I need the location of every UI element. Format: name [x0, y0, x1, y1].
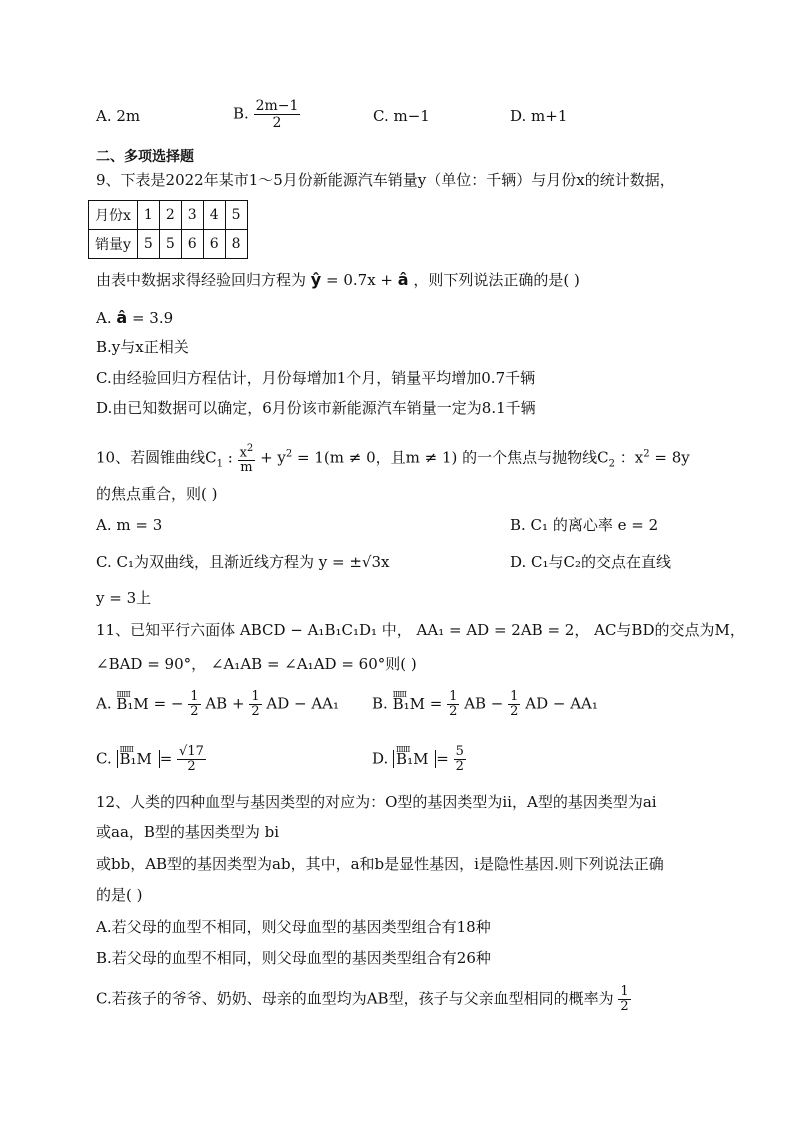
y-hat-glyph-icon: ŷ: [310, 270, 322, 289]
q12-option-c: C.若孩子的爷爷、奶奶、母亲的血型均为AB型，孩子与父亲血型相同的概率为 $\frac{1}{2}$: [96, 984, 629, 1014]
q10-option-d-cont: y = 3上: [96, 589, 152, 607]
q10-option-c: C. C₁为双曲线，且渐近线方程为 y = ±√3x: [96, 553, 390, 571]
q12-option-c-fraction: $\frac{1}{2}$: [620, 984, 629, 1014]
q12-stem-line4: 的是( ): [96, 886, 143, 904]
q10-stem: 10、若圆锥曲线$C_1$ : $\frac{x^2}{m}$ + $y^2 = 1(m \ne 0$，且m ≠ 1) 的一个焦点与抛物线$C_2$ ：$x^2 = 8y$: [96, 443, 690, 476]
vector-b1m: ⅢⅢ B₁M: [120, 749, 152, 769]
vector-b1m: ⅢⅢ B₁M: [116, 694, 148, 714]
a-hat-glyph-icon: â: [116, 308, 128, 327]
q8-option-a: A. 2m: [96, 107, 141, 125]
table-row-label: 销量y: [89, 230, 138, 259]
q8-option-b: B. $\frac{2m-1}{2}$: [233, 98, 299, 131]
q11-option-b: B. ⅢⅢ B₁M = $\frac{1}{2}$ AB − $\frac{1}{2}$ AD − AA₁: [372, 690, 598, 719]
q9-stat-table: [88, 200, 248, 259]
q10-option-d: D. C₁与C₂的交点在直线: [510, 553, 672, 571]
q9-option-b: B.y与x正相关: [96, 338, 189, 356]
q11-option-c-fraction: $\frac{√17}{2}$: [179, 744, 204, 774]
half-fraction: $\frac{1}{2}$: [510, 689, 519, 719]
half-fraction: $\frac{1}{2}$: [251, 689, 260, 719]
q10-option-a: A. m = 3: [96, 516, 163, 534]
table-cell: 5: [137, 230, 159, 259]
table-row: [89, 230, 248, 259]
section-title: 二、多项选择题: [96, 149, 194, 165]
q11-stem: 11、已知平行六面体 ABCD − A₁B₁C₁D₁ 中， AA₁ = AD = 2AB = 2， AC与BD的交点为M，: [96, 621, 745, 639]
q11-stem-cont: ∠BAD = 90°， ∠A₁AB = ∠A₁AD = 60°则( ): [96, 655, 417, 673]
q11-option-a: A. ⅢⅢ B₁M = − $\frac{1}{2}$ AB + $\frac{1}{2}$ AD − AA₁: [96, 690, 339, 719]
table-cell: 6: [181, 230, 203, 259]
table-cell: 1: [137, 201, 159, 230]
half-fraction: $\frac{1}{2}$: [190, 689, 199, 719]
table-cell: 5: [225, 201, 247, 230]
q9-option-a: A. â = 3.9: [96, 308, 174, 327]
q10-stem-cont: 的焦点重合，则( ): [96, 485, 218, 503]
q9-option-c: C.由经验回归方程估计，月份每增加1个月，销量平均增加0.7千辆: [96, 369, 536, 387]
a-hat-glyph-icon: â: [397, 270, 409, 289]
table-cell: 3: [181, 201, 203, 230]
q11-option-d: D. ⅢⅢ B₁M = $\frac{5}{2}$: [372, 745, 466, 774]
q12-stem-line1: 12、人类的四种血型与基因类型的对应为：O型的基因类型为ii，A型的基因类型为ai: [96, 793, 657, 811]
q12-stem-line2: 或aa，B型的基因类型为 bi: [96, 823, 280, 841]
q12-option-a: A.若父母的血型不相同，则父母血型的基因类型组合有18种: [96, 918, 491, 936]
q10-option-b: B. C₁ 的离心率 e = 2: [510, 516, 659, 534]
q9-stem: 9、下表是2022年某市1～5月份新能源汽车销量y（单位：千辆）与月份x的统计数据，: [96, 171, 675, 189]
q9-option-d: D.由已知数据可以确定，6月份该市新能源汽车销量一定为8.1千辆: [96, 399, 536, 417]
vector-b1m: ⅢⅢ B₁M: [396, 749, 428, 769]
q11-option-d-fraction: $\frac{5}{2}$: [455, 744, 464, 774]
table-row: [89, 201, 248, 230]
q8-option-c: C. m−1: [373, 107, 430, 125]
q12-stem-line3: 或bb，AB型的基因类型为ab，其中，a和b是显性基因，i是隐性基因.则下列说法正确: [96, 855, 664, 873]
table-cell: 6: [203, 230, 225, 259]
vector-b1m: ⅢⅢ B₁M: [393, 694, 425, 714]
q11-option-c: C. ⅢⅢ B₁M = $\frac{√17}{2}$: [96, 745, 206, 774]
q8-option-b-fraction: $\frac{2m-1}{2}$: [255, 98, 299, 131]
table-cell: 2: [159, 201, 181, 230]
q12-option-b: B.若父母的血型不相同，则父母血型的基因类型组合有26种: [96, 949, 491, 967]
q10-fraction: $\frac{x^2}{m}$: [239, 443, 254, 476]
q8-option-d: D. m+1: [510, 107, 568, 125]
q9-regression-line: 由表中数据求得经验回归方程为 ŷ = 0.7x + â ，则下列说法正确的是( ): [96, 270, 580, 289]
table-cell: 8: [225, 230, 247, 259]
table-row-label: 月份x: [89, 201, 138, 230]
table-cell: 4: [203, 201, 225, 230]
half-fraction: $\frac{1}{2}$: [449, 689, 458, 719]
table-cell: 5: [159, 230, 181, 259]
